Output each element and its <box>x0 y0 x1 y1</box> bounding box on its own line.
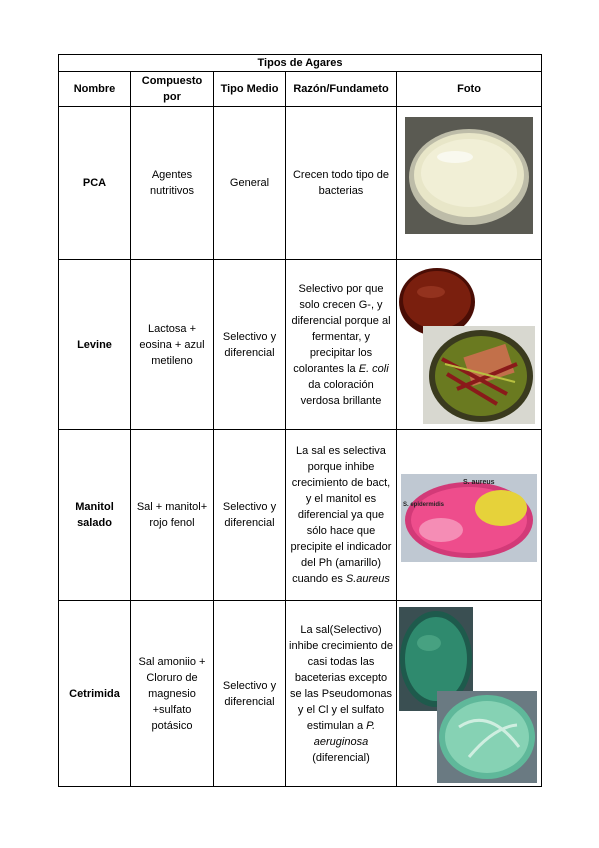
petri-dish-manitol-icon <box>401 474 537 562</box>
label-s-aureus: S. aureus <box>463 479 495 486</box>
cell-nombre: Cetrimida <box>59 601 131 787</box>
cell-foto <box>397 430 542 601</box>
petri-dish-cetrimida-icon <box>399 607 539 783</box>
cell-tipo: Selectivo y diferencial <box>214 430 286 601</box>
table-title: Tipos de Agares <box>59 55 542 72</box>
cell-tipo: Selectivo y diferencial <box>214 601 286 787</box>
cell-compuesto: Agentes nutritivos <box>131 107 214 260</box>
cell-razon: La sal es selectiva porque inhibe crecimiento de bact, y el manitol es diferencial ya que sólo hace que precipite el indicador del Ph (amarillo) cuando es S.aureus <box>286 430 397 601</box>
cell-foto <box>397 601 542 787</box>
header-nombre: Nombre <box>59 72 131 107</box>
cell-compuesto: Lactosa + eosina + azul metileno <box>131 260 214 430</box>
agar-types-table <box>58 54 542 787</box>
header-razon: Razón/Fundameto <box>286 72 397 107</box>
cell-nombre: Manitol salado <box>59 430 131 601</box>
cell-razon: Crecen todo tipo de bacterias <box>286 107 397 260</box>
cell-razon: La sal(Selectivo) inhibe crecimiento de casi todas las baceterias excepto se las Pseudomonas y el Cl y el sulfato estimulan a P. aeruginosa (diferencial) <box>286 601 397 787</box>
header-compuesto: Compuesto por <box>131 72 214 107</box>
header-tipo-medio: Tipo Medio <box>214 72 286 107</box>
cell-foto <box>397 107 542 260</box>
cell-nombre: PCA <box>59 107 131 260</box>
table-row <box>59 430 542 601</box>
cell-nombre: Levine <box>59 260 131 430</box>
cell-tipo: Selectivo y diferencial <box>214 260 286 430</box>
cell-compuesto: Sal amoniio + Cloruro de magnesio +sulfato potásico <box>131 601 214 787</box>
table-row <box>59 601 542 787</box>
table-row <box>59 107 542 260</box>
cell-foto <box>397 260 542 430</box>
table-row <box>59 260 542 430</box>
petri-dish-levine-icon <box>397 264 537 424</box>
petri-dish-pca-icon <box>405 117 533 234</box>
header-foto: Foto <box>397 72 542 107</box>
cell-tipo: General <box>214 107 286 260</box>
label-s-epidermidis: S. epidermidis <box>403 502 445 508</box>
cell-razon: Selectivo por que solo crecen G-, y diferencial porque al fermentar, y precipitar los colorantes la E. coli da coloración verdosa brillante <box>286 260 397 430</box>
cell-compuesto: Sal + manitol+ rojo fenol <box>131 430 214 601</box>
